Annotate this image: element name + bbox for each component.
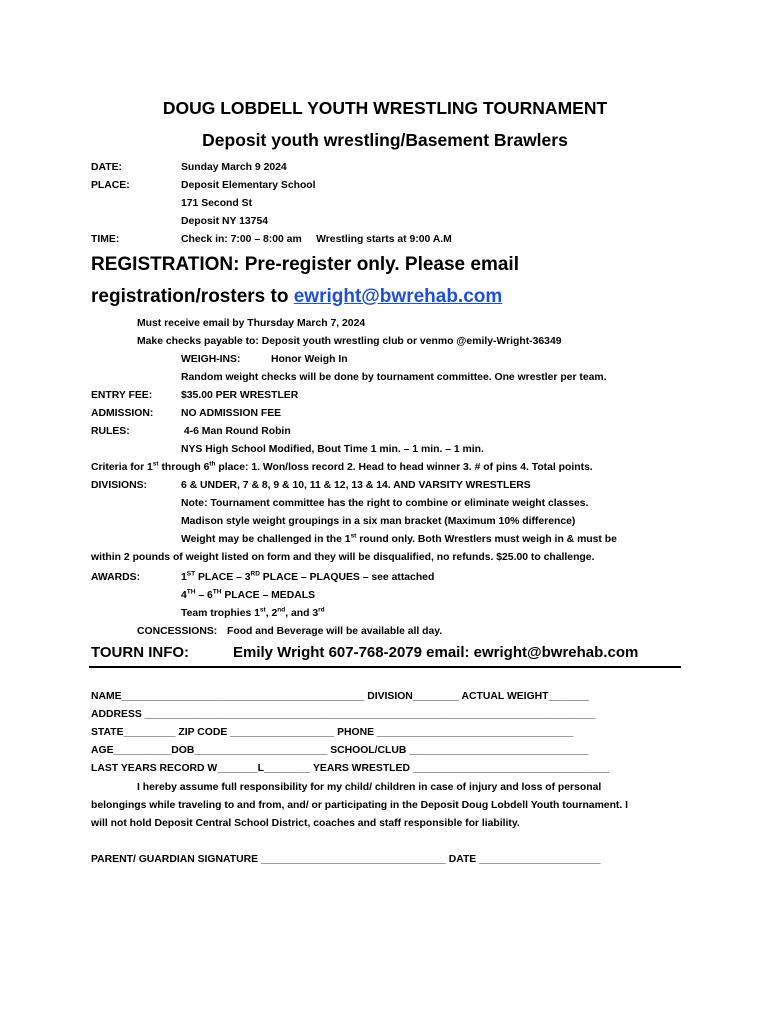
place-label: PLACE: [91, 180, 130, 191]
trophies-text-c: , and 3 [285, 608, 319, 619]
criteria-text-c: place: 1. Won/loss record 2. Head to head winner 3. # of pins 4. Total points. [215, 462, 593, 473]
awards1-text-c: PLACE – PLAQUES – see attached [259, 572, 435, 583]
awards-label: AWARDS: [91, 572, 141, 583]
entry-fee-value: $35.00 PER WRESTLER [181, 390, 299, 401]
awards2-sup-1: TH [186, 588, 196, 596]
awards1-text-a: 1 [181, 572, 187, 583]
challenge-text-a: Weight may be challenged in the 1 [181, 534, 351, 545]
must-receive-note: Must receive email by Thursday March 7, 2024 [137, 318, 366, 329]
checks-payable-note: Make checks payable to: Deposit youth wrestling club or venmo @emily-Wright-36349 [137, 336, 562, 347]
place-line-1: Deposit Elementary School [181, 180, 316, 191]
criteria-text-b: through 6 [158, 462, 210, 473]
date-value: Sunday March 9 2024 [181, 162, 287, 173]
team-trophies [181, 607, 325, 620]
tourn-info-value: Emily Wright 607-768-2079 email: ewright@bwrehab.com [233, 644, 639, 661]
trophies-text-a: Team trophies 1 [181, 608, 260, 619]
concessions-label: CONCESSIONS: [137, 626, 218, 637]
form-address[interactable]: ADDRESS ______________________________________________________________________________ [91, 709, 596, 720]
criteria-text-a: Criteria for 1 [91, 462, 153, 473]
date-label: DATE: [91, 162, 122, 173]
awards2-text-b: – 6 [195, 590, 213, 601]
section-divider [89, 666, 681, 668]
tourn-info-label: TOURN INFO: [91, 644, 190, 661]
awards1-sup-1: ST [186, 570, 196, 578]
registration-prefix: registration/rosters to [91, 286, 294, 307]
madison-note: Madison style weight groupings in a six man bracket (Maximum 10% difference) [181, 516, 576, 527]
tournament-title: DOUG LOBDELL YOUTH WRESTLING TOURNAMENT [162, 98, 608, 118]
awards2-text-c: PLACE – MEDALS [221, 590, 315, 601]
signature-date-line[interactable]: PARENT/ GUARDIAN SIGNATURE ________________________________ DATE _____________________ [91, 854, 601, 865]
challenge-text-b: round only. Both Wrestlers must weigh in & must be [356, 534, 617, 545]
trophies-text-b: , 2 [265, 608, 278, 619]
place-line-2: 171 Second St [181, 198, 253, 209]
time-label: TIME: [91, 234, 120, 245]
registration-email-link[interactable]: ewright@bwrehab.com [293, 286, 503, 307]
awards-line-1 [181, 571, 434, 584]
liability-line-1: I hereby assume full responsibility for my child/ children in case of injury and loss of personal [137, 782, 602, 793]
trophies-sup-1: st [259, 606, 266, 614]
challenge-note-line-2: within 2 pounds of weight listed on form and they will be disqualified, no refunds. $25.00 to challenge. [91, 552, 595, 563]
form-state-zip-phone[interactable]: STATE_________ ZIP CODE __________________ PHONE __________________________________ [91, 727, 574, 738]
concessions-value: Food and Beverage will be available all day. [227, 626, 443, 637]
awards2-text-a: 4 [181, 590, 187, 601]
random-weight-note: Random weight checks will be done by tournament committee. One wrestler per team. [181, 372, 607, 383]
placement-criteria [91, 461, 593, 474]
combine-note: Note: Tournament committee has the right to combine or eliminate weight classes. [181, 498, 589, 509]
divisions-value: 6 & UNDER, 7 & 8, 9 & 10, 11 & 12, 13 & 14. AND VARSITY WRESTLERS [181, 480, 531, 491]
form-name-division-weight[interactable]: NAME__________________________________________ DIVISION________ ACTUAL WEIGHT_______ [91, 691, 589, 702]
liability-line-3: will not hold Deposit Central School District, coaches and staff responsible for liability. [91, 818, 520, 829]
tournament-subtitle: Deposit youth wrestling/Basement Brawlers [202, 130, 568, 150]
divisions-label: DIVISIONS: [91, 480, 148, 491]
awards2-sup-2: TH [212, 588, 222, 596]
challenge-note [181, 533, 617, 546]
challenge-sup: st [350, 532, 357, 540]
trophies-sup-3: rd [318, 606, 325, 614]
registration-heading-line-2 [91, 286, 502, 308]
place-line-3: Deposit NY 13754 [181, 216, 269, 227]
criteria-sup-1: st [152, 460, 159, 468]
form-age-dob-school[interactable]: AGE__________DOB_______________________ SCHOOL/CLUB _______________________________ [91, 745, 589, 756]
awards1-text-b: PLACE – 3 [195, 572, 251, 583]
awards1-sup-2: RD [250, 570, 260, 578]
weighins-value: Honor Weigh In [271, 354, 348, 365]
entry-fee-label: ENTRY FEE: [91, 390, 153, 401]
admission-label: ADMISSION: [91, 408, 154, 419]
trophies-sup-2: nd [277, 606, 286, 614]
rules-value: 4-6 Man Round Robin [181, 426, 291, 437]
awards-line-2 [181, 589, 315, 602]
nys-rules: NYS High School Modified, Bout Time 1 min. – 1 min. – 1 min. [181, 444, 484, 455]
time-value: Check in: 7:00 – 8:00 am Wrestling starts at 9:00 A.M [181, 234, 452, 245]
form-record-years[interactable]: LAST YEARS RECORD W_______L________ YEARS WRESTLED __________________________________ [91, 763, 610, 774]
weighins-label: WEIGH-INS: [181, 354, 241, 365]
registration-heading-line-1: REGISTRATION: Pre-register only. Please email [91, 254, 519, 275]
criteria-sup-2: th [209, 460, 216, 468]
admission-value: NO ADMISSION FEE [181, 408, 282, 419]
rules-label: RULES: [91, 426, 130, 437]
liability-line-2: belongings while traveling to and from, and/ or participating in the Deposit Doug Lobdell Youth tournament. I [91, 800, 629, 811]
